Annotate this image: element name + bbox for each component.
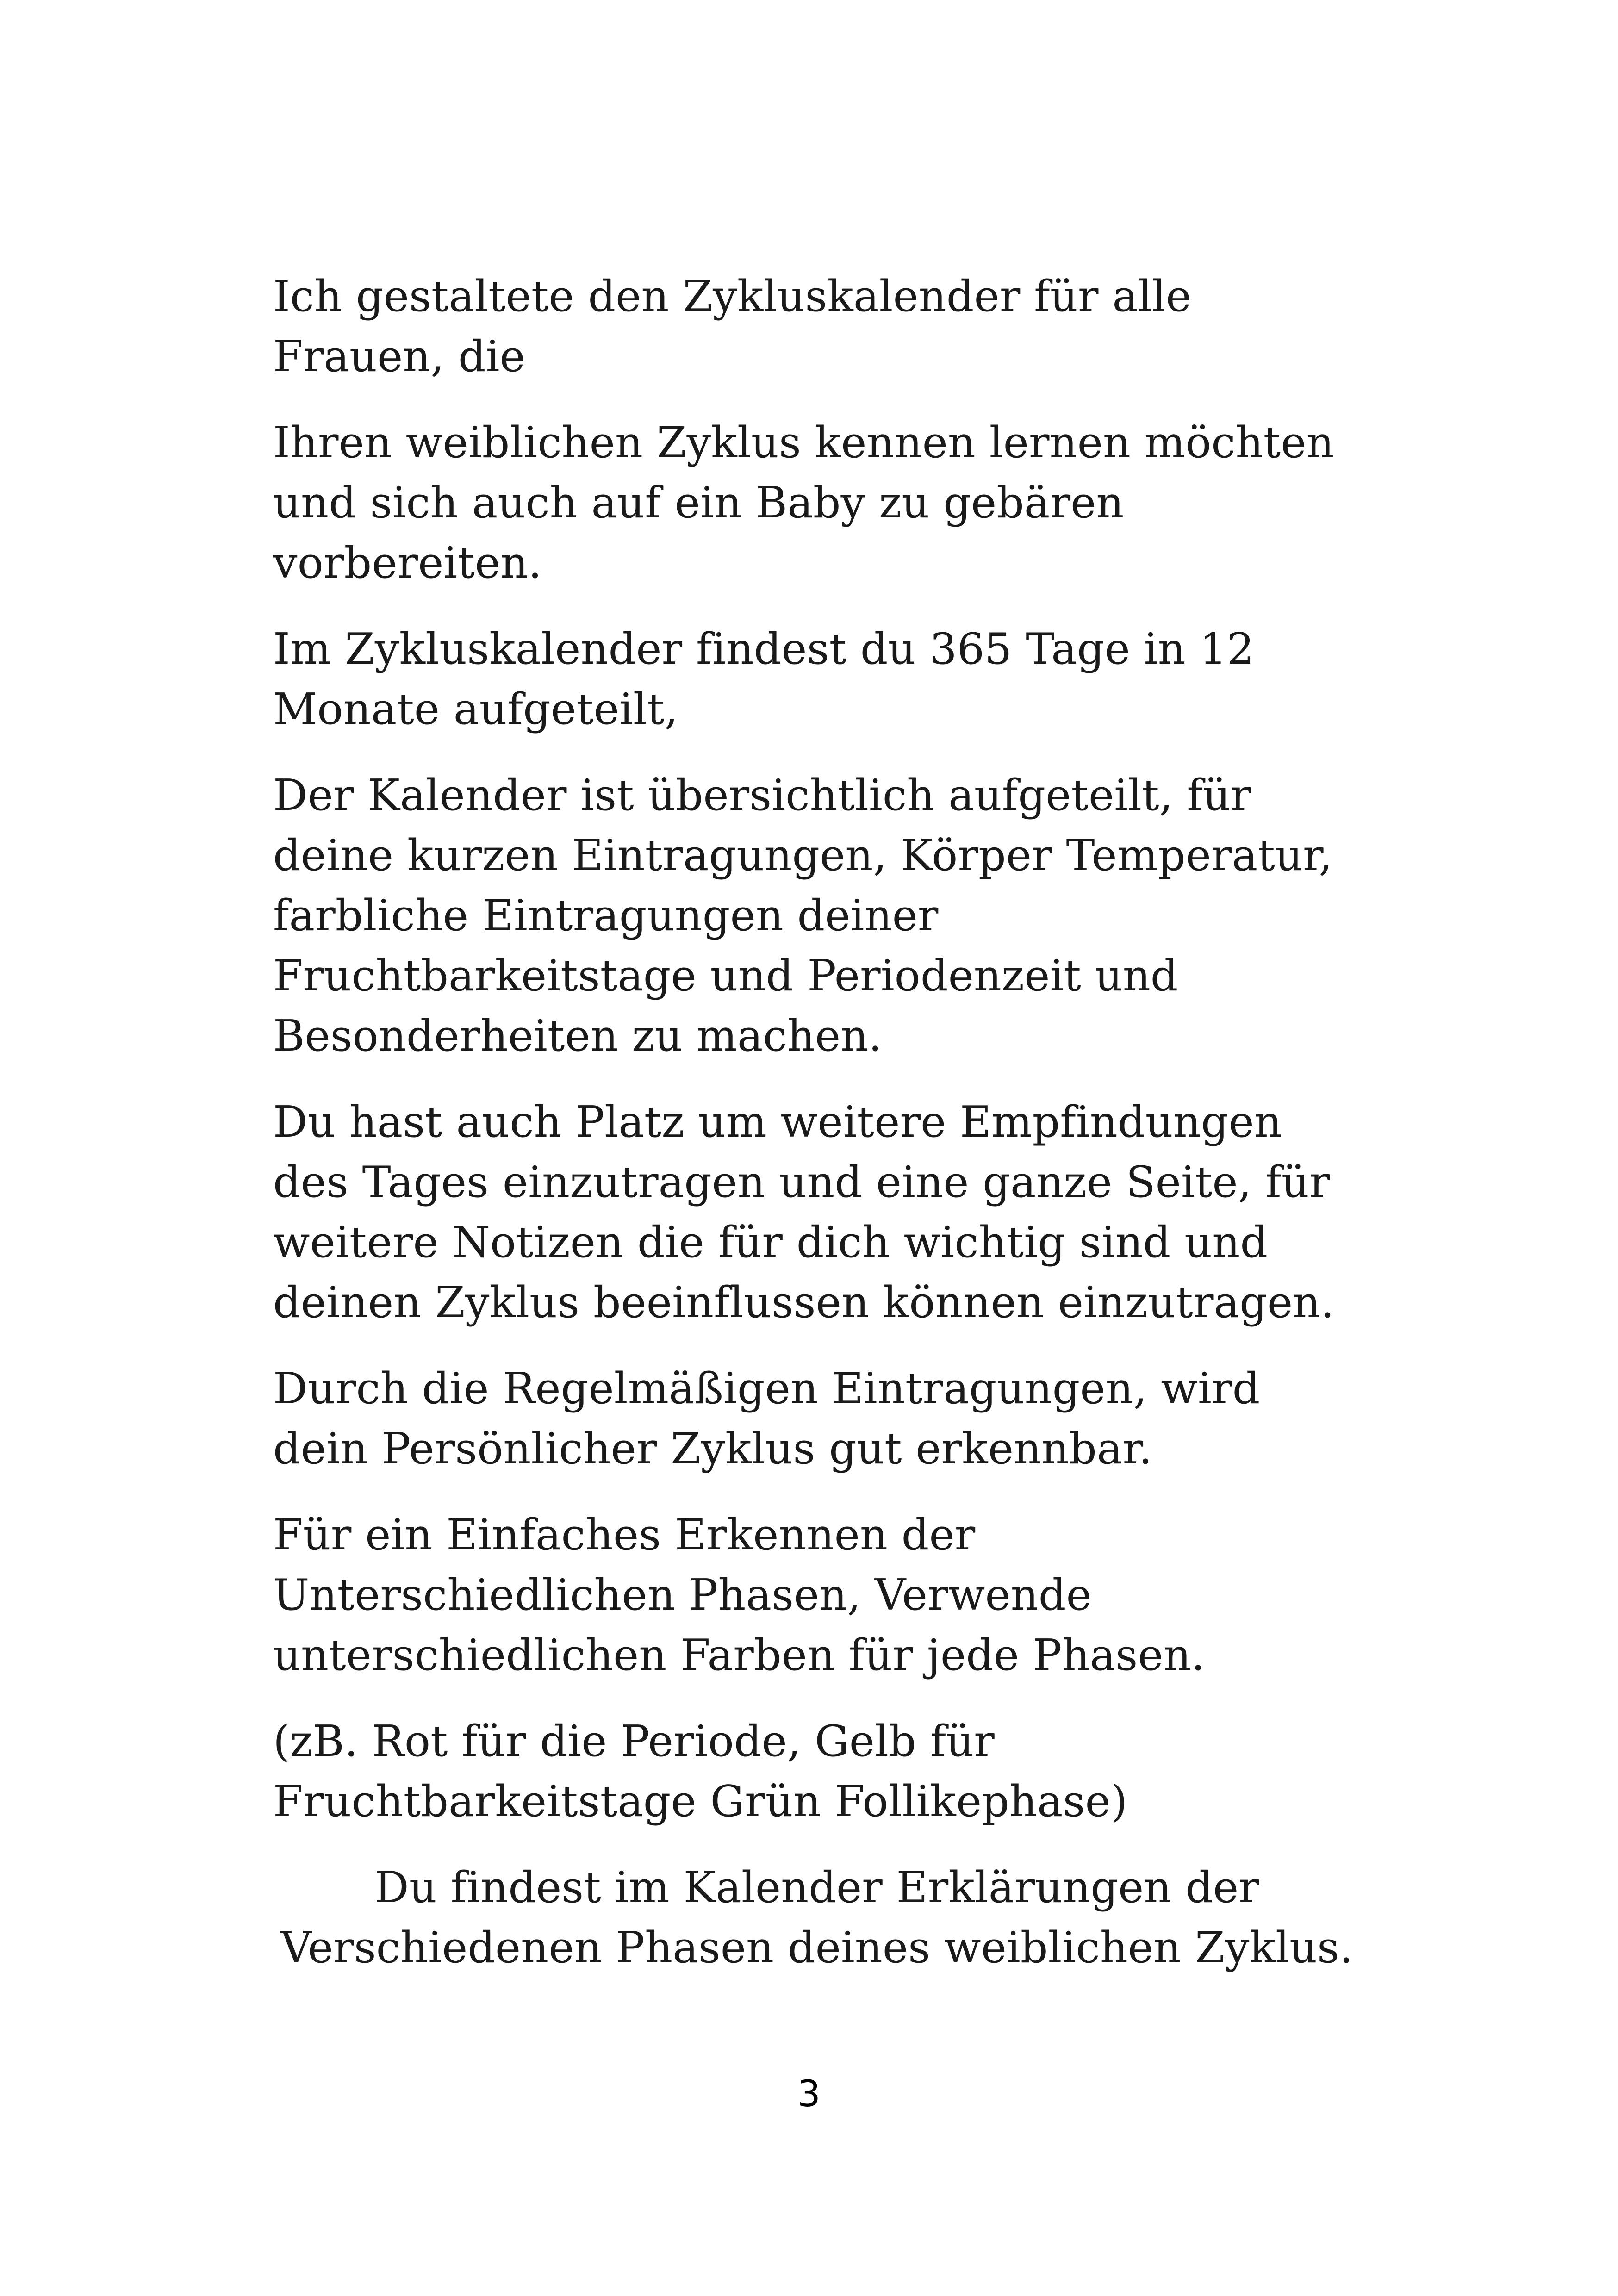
paragraph-color-example: (zB. Rot für die Periode, Gelb für Fruchtbarkeitstage Grün Follikephase)	[273, 1716, 1128, 1826]
paragraph-regular-entries: Durch die Regelmäßigen Eintragungen, wird dein Persönlicher Zyklus gut erkennbar.	[273, 1363, 1260, 1474]
paragraph-days-months: Im Zykluskalender findest du 365 Tage in 12 Monate aufgeteilt,	[273, 624, 1255, 734]
page-number: 3	[797, 2073, 821, 2115]
body-text	[273, 266, 1365, 2004]
paragraph-purpose: Ihren weiblichen Zyklus kennen lernen möchten und sich auch auf ein Baby zu gebären vorbereiten.	[273, 417, 1334, 588]
paragraph-explanations: Du findest im Kalender Erklärungen der Verschiedenen Phasen deines weiblichen Zyklus.	[280, 1862, 1353, 1972]
paragraph-intro: Ich gestaltete den Zykluskalender für alle Frauen, die	[273, 271, 1192, 381]
paragraph-colors: Für ein Einfaches Erkennen der Unterschiedlichen Phasen, Verwende unterschiedlichen Farben für jede Phasen.	[273, 1510, 1205, 1680]
paragraph-layout: Der Kalender ist übersichtlich aufgeteilt, für deine kurzen Eintragungen, Körper Temperatur, farbliche Eintragungen deiner Fruchtbarkeitstage und Periodenzeit und Besonderheiten zu machen.	[273, 770, 1333, 1061]
paragraph-notes-space: Du hast auch Platz um weitere Empfindungen des Tages einzutragen und eine ganze Seite, für weitere Notizen die für dich wichtig sind und deinen Zyklus beeinflussen können einzutragen.	[273, 1097, 1335, 1327]
